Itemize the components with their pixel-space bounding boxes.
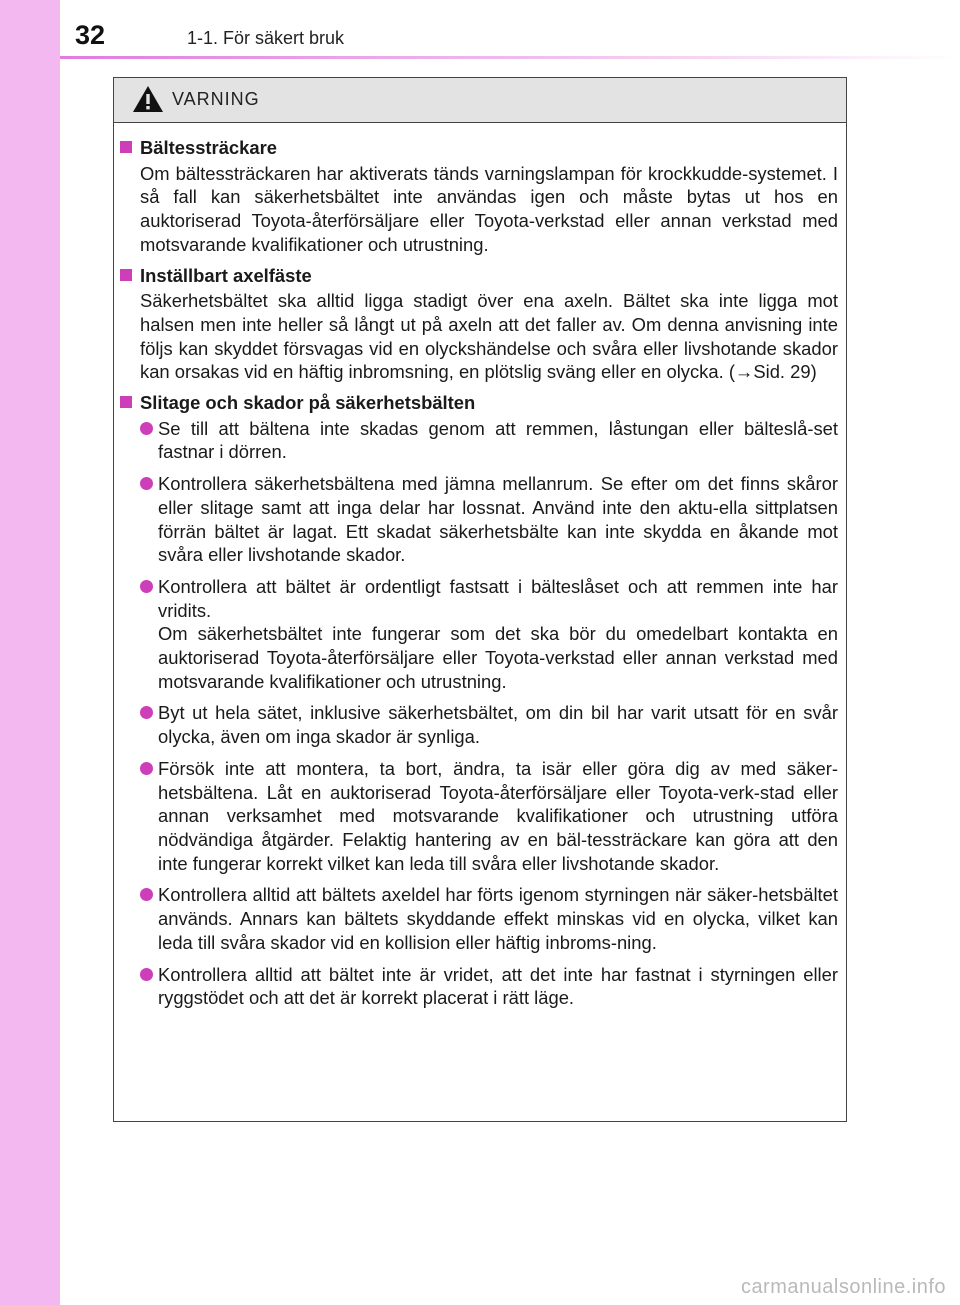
circle-bullet-icon <box>140 580 153 593</box>
list-item-text: Kontrollera alltid att bältet inte är vridet, att det inte har fastnat i styrningen eller ryggstödet och att det är korrekt placerat i rätt läge. <box>158 963 838 1009</box>
circle-bullet-icon <box>140 477 153 490</box>
list-item <box>118 883 838 954</box>
section-heading <box>118 136 838 160</box>
list-item-text: Se till att bältena inte skadas genom att remmen, låstungan eller bälteslå-set fastnar i dörren. <box>158 417 838 463</box>
list-item <box>118 575 838 694</box>
section-adjustable-anchor <box>118 264 838 385</box>
list-item <box>118 701 838 748</box>
section-seatbelt-pretensioner <box>118 136 838 257</box>
warning-header <box>114 78 846 123</box>
section-title: 1-1. För säkert bruk <box>187 28 345 48</box>
circle-bullet-icon <box>140 762 153 775</box>
list-item-continuation: Om säkerhetsbältet inte fungerar som det ska bör du omedelbart kontakta en auktoriserad Toyota-återförsäljare eller Toyota-verkstad eller annan verkstad med motsvarande kvalifikationer och utrustning. <box>158 623 838 692</box>
section-heading-text: Bältessträckare <box>140 137 278 158</box>
section-heading <box>118 391 838 415</box>
warning-box <box>113 77 847 1122</box>
section-paragraph: Om bältessträckaren har aktiverats tänds varningslampan för krockkudde-systemet. I så fall kan säkerhetsbältet inte användas igen och måste bytas ut hos en auktoriserad Toyota-återförsäljare eller Toyota-verkstad eller annan verkstad med motsvarande kvalifikationer och utrustning. <box>140 162 838 255</box>
list-item <box>118 963 838 1010</box>
section-wear-damage <box>118 391 838 1010</box>
section-heading-text: Slitage och skador på säkerhetsbälten <box>140 392 476 414</box>
square-bullet-icon <box>120 396 132 408</box>
square-bullet-icon <box>120 141 132 153</box>
header-rule <box>60 56 960 59</box>
section-paragraph: Säkerhetsbältet ska alltid ligga stadigt över ena axeln. Bältet ska inte ligga mot halsen men inte heller så långt ut på axeln att det faller av. Om denna anvisning inte följs kan skyddet försvagas vid en olyckshändelse och svåra eller livshotande skador kan orsakas vid en häftig inbromsning, en plötslig sväng eller en olycka. (→Sid. 29) <box>140 290 838 383</box>
list-item-text: Kontrollera att bältet är ordentligt fastsatt i bälteslåset och att remmen inte har vridits. <box>158 575 838 621</box>
warning-label: VARNING <box>172 89 260 109</box>
square-bullet-icon <box>120 269 132 281</box>
watermark: carmanualsonline.info <box>740 1276 946 1298</box>
section-heading-text: Inställbart axelfäste <box>140 264 312 286</box>
section-heading <box>118 264 838 288</box>
list-item-text: Försök inte att montera, ta bort, ändra, ta isär eller göra dig av med säker-hetsbältena. Låt en auktoriserad Toyota-återförsäljare eller Toyota-verk-stad eller annan verksamhet med motsvarande kvalifikationer och utrustning utföra nödvändiga åtgärder. Felaktig hantering av en bäl-tessträckare kan göra att den inte fungerar korrekt vilket kan leda till svåra eller livshotande skador. <box>158 757 838 874</box>
list-item <box>118 417 838 464</box>
warning-triangle-icon <box>132 85 164 113</box>
circle-bullet-icon <box>140 706 153 719</box>
side-tab-band <box>0 0 60 1305</box>
list-item-text: Kontrollera alltid att bältets axeldel har förts igenom styrningen när säker-hetsbältet används. Annars kan bältets skyddande effekt minskas vid en olycka, vilket kan leda till svåra skador vid en kollision eller häftig inbroms-ning. <box>158 884 838 953</box>
circle-bullet-icon <box>140 888 153 901</box>
warning-content <box>114 136 846 1018</box>
page-number: 32 <box>75 20 106 50</box>
list-item <box>118 757 838 876</box>
circle-bullet-icon <box>140 968 153 981</box>
list-item-text: Byt ut hela sätet, inklusive säkerhetsbältet, om din bil har varit utsatt för en svår olycka, även om inga skador är synliga. <box>158 702 838 748</box>
list-item-text: Kontrollera säkerhetsbältena med jämna mellanrum. Se efter om det finns skåror eller slitage samt att inga delar har lossnat. Använd inte den aktu-ella sittplatsen förrän bältet är lagat. Ett skadat säkerhetsbälte kan inte skydda en åkande mot svåra eller livshotande skador. <box>158 473 838 566</box>
circle-bullet-icon <box>140 422 153 435</box>
list-item <box>118 472 838 567</box>
